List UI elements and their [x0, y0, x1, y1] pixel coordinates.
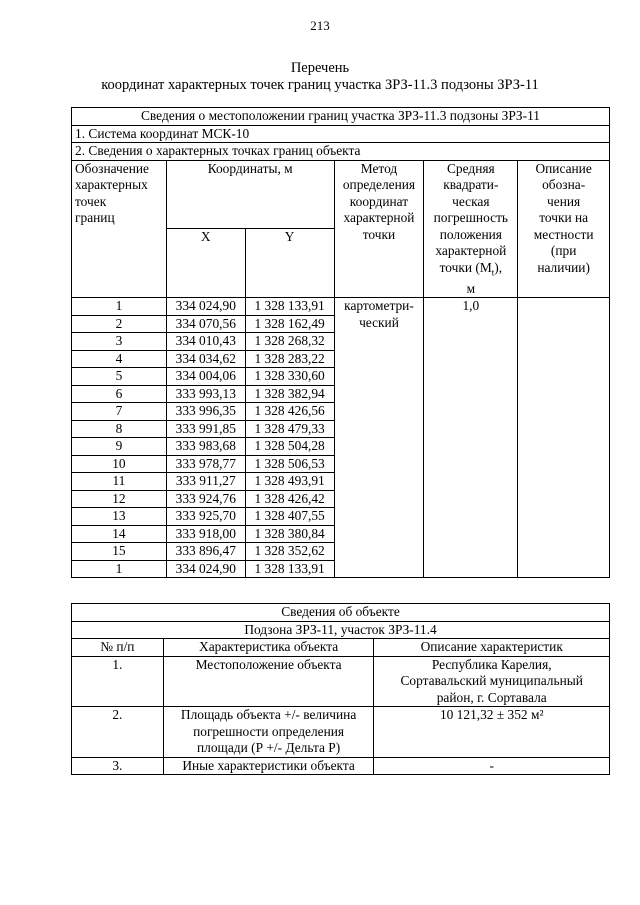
coordinates-table	[71, 107, 610, 578]
designation-header: Обозначение характерных точек границ	[72, 160, 167, 298]
title-line-2: координат характерных точек границ участка ЗРЗ-11.3 подзоны ЗРЗ-11	[101, 77, 539, 93]
y-coordinate: 1 328 133,91	[245, 560, 334, 578]
x-coordinate: 333 911,27	[166, 473, 245, 491]
point-number: 10	[72, 455, 167, 473]
x-coordinate: 333 978,77	[166, 455, 245, 473]
point-number: 13	[72, 508, 167, 526]
y-coordinate: 1 328 283,22	[245, 350, 334, 368]
document-title	[0, 60, 640, 94]
point-number: 1	[72, 298, 167, 316]
x-coordinate: 333 983,68	[166, 438, 245, 456]
y-coordinate: 1 328 352,62	[245, 543, 334, 561]
num-column-header: № п/п	[72, 639, 164, 657]
point-number: 9	[72, 438, 167, 456]
y-coordinate: 1 328 493,91	[245, 473, 334, 491]
y-coordinate: 1 328 504,28	[245, 438, 334, 456]
point-number: 8	[72, 420, 167, 438]
object-info-table	[71, 603, 610, 775]
characteristic-cell: Иные характеристики объекта	[163, 757, 374, 775]
method-header: Метод определения координат характерной точки	[334, 160, 424, 298]
point-number: 7	[72, 403, 167, 421]
y-coordinate: 1 328 479,33	[245, 420, 334, 438]
method-value: картометри- ческий	[334, 298, 424, 578]
description-header: Описание обозна- чения точки на местности (при наличии)	[518, 160, 610, 298]
characteristic-column-header: Характеристика объекта	[163, 639, 374, 657]
point-number: 11	[72, 473, 167, 491]
error-header: Средняя квадрати- ческая погрешность положения характерной точки $(M_t)$, м	[424, 160, 518, 298]
description-cell: 10 121,32 ± 352 м²	[374, 707, 610, 758]
points-section-row: 2. Сведения о характерных точках границ объекта	[72, 143, 610, 161]
x-coordinate: 334 004,06	[166, 368, 245, 386]
table-row	[72, 656, 610, 707]
characteristic-cell: Площадь объекта +/- величина погрешности определения площади (Р +/- Дельта Р)	[163, 707, 374, 758]
x-coordinate: 333 996,35	[166, 403, 245, 421]
title-line-1: Перечень	[290, 60, 350, 76]
x-header: X	[166, 229, 245, 298]
x-coordinate: 334 070,56	[166, 315, 245, 333]
characteristic-cell: Местоположение объекта	[163, 656, 374, 707]
description-cell: -	[374, 757, 610, 775]
x-coordinate: 334 024,90	[166, 560, 245, 578]
object-table-subheader: Подзона ЗРЗ-11, участок ЗРЗ-11.4	[72, 621, 610, 639]
row-number: 2.	[72, 707, 164, 758]
error-value: 1,0	[424, 298, 518, 578]
point-number: 12	[72, 490, 167, 508]
table-row	[72, 757, 610, 775]
point-number: 15	[72, 543, 167, 561]
coords-table-header: Сведения о местоположении границ участка ЗРЗ-11.3 подзоны ЗРЗ-11	[72, 108, 610, 126]
x-coordinate: 333 896,47	[166, 543, 245, 561]
x-coordinate: 333 925,70	[166, 508, 245, 526]
point-number: 6	[72, 385, 167, 403]
description-column-header: Описание характеристик	[374, 639, 610, 657]
x-coordinate: 334 010,43	[166, 333, 245, 351]
y-coordinate: 1 328 133,91	[245, 298, 334, 316]
coordinates-header: Координаты, м	[166, 160, 334, 229]
point-number: 14	[72, 525, 167, 543]
x-coordinate: 333 924,76	[166, 490, 245, 508]
table-row	[72, 707, 610, 758]
row-number: 3.	[72, 757, 164, 775]
y-coordinate: 1 328 330,60	[245, 368, 334, 386]
point-number: 4	[72, 350, 167, 368]
object-table-header: Сведения об объекте	[72, 604, 610, 622]
description-cell: Республика Карелия, Сортавальский муниципальный район, г. Сортавала	[374, 656, 610, 707]
y-header: Y	[245, 229, 334, 298]
coord-system-row: 1. Система координат МСК-10	[72, 125, 610, 143]
y-coordinate: 1 328 426,56	[245, 403, 334, 421]
point-number: 1	[72, 560, 167, 578]
x-coordinate: 334 024,90	[166, 298, 245, 316]
x-coordinate: 333 991,85	[166, 420, 245, 438]
y-coordinate: 1 328 426,42	[245, 490, 334, 508]
point-number: 3	[72, 333, 167, 351]
row-number: 1.	[72, 656, 164, 707]
y-coordinate: 1 328 407,55	[245, 508, 334, 526]
point-number: 2	[72, 315, 167, 333]
y-coordinate: 1 328 268,32	[245, 333, 334, 351]
description-value	[518, 298, 610, 578]
x-coordinate: 333 993,13	[166, 385, 245, 403]
y-coordinate: 1 328 380,84	[245, 525, 334, 543]
y-coordinate: 1 328 506,53	[245, 455, 334, 473]
y-coordinate: 1 328 382,94	[245, 385, 334, 403]
point-number: 5	[72, 368, 167, 386]
x-coordinate: 334 034,62	[166, 350, 245, 368]
y-coordinate: 1 328 162,49	[245, 315, 334, 333]
x-coordinate: 333 918,00	[166, 525, 245, 543]
table-row	[72, 298, 610, 316]
page-number: 213	[310, 18, 330, 33]
